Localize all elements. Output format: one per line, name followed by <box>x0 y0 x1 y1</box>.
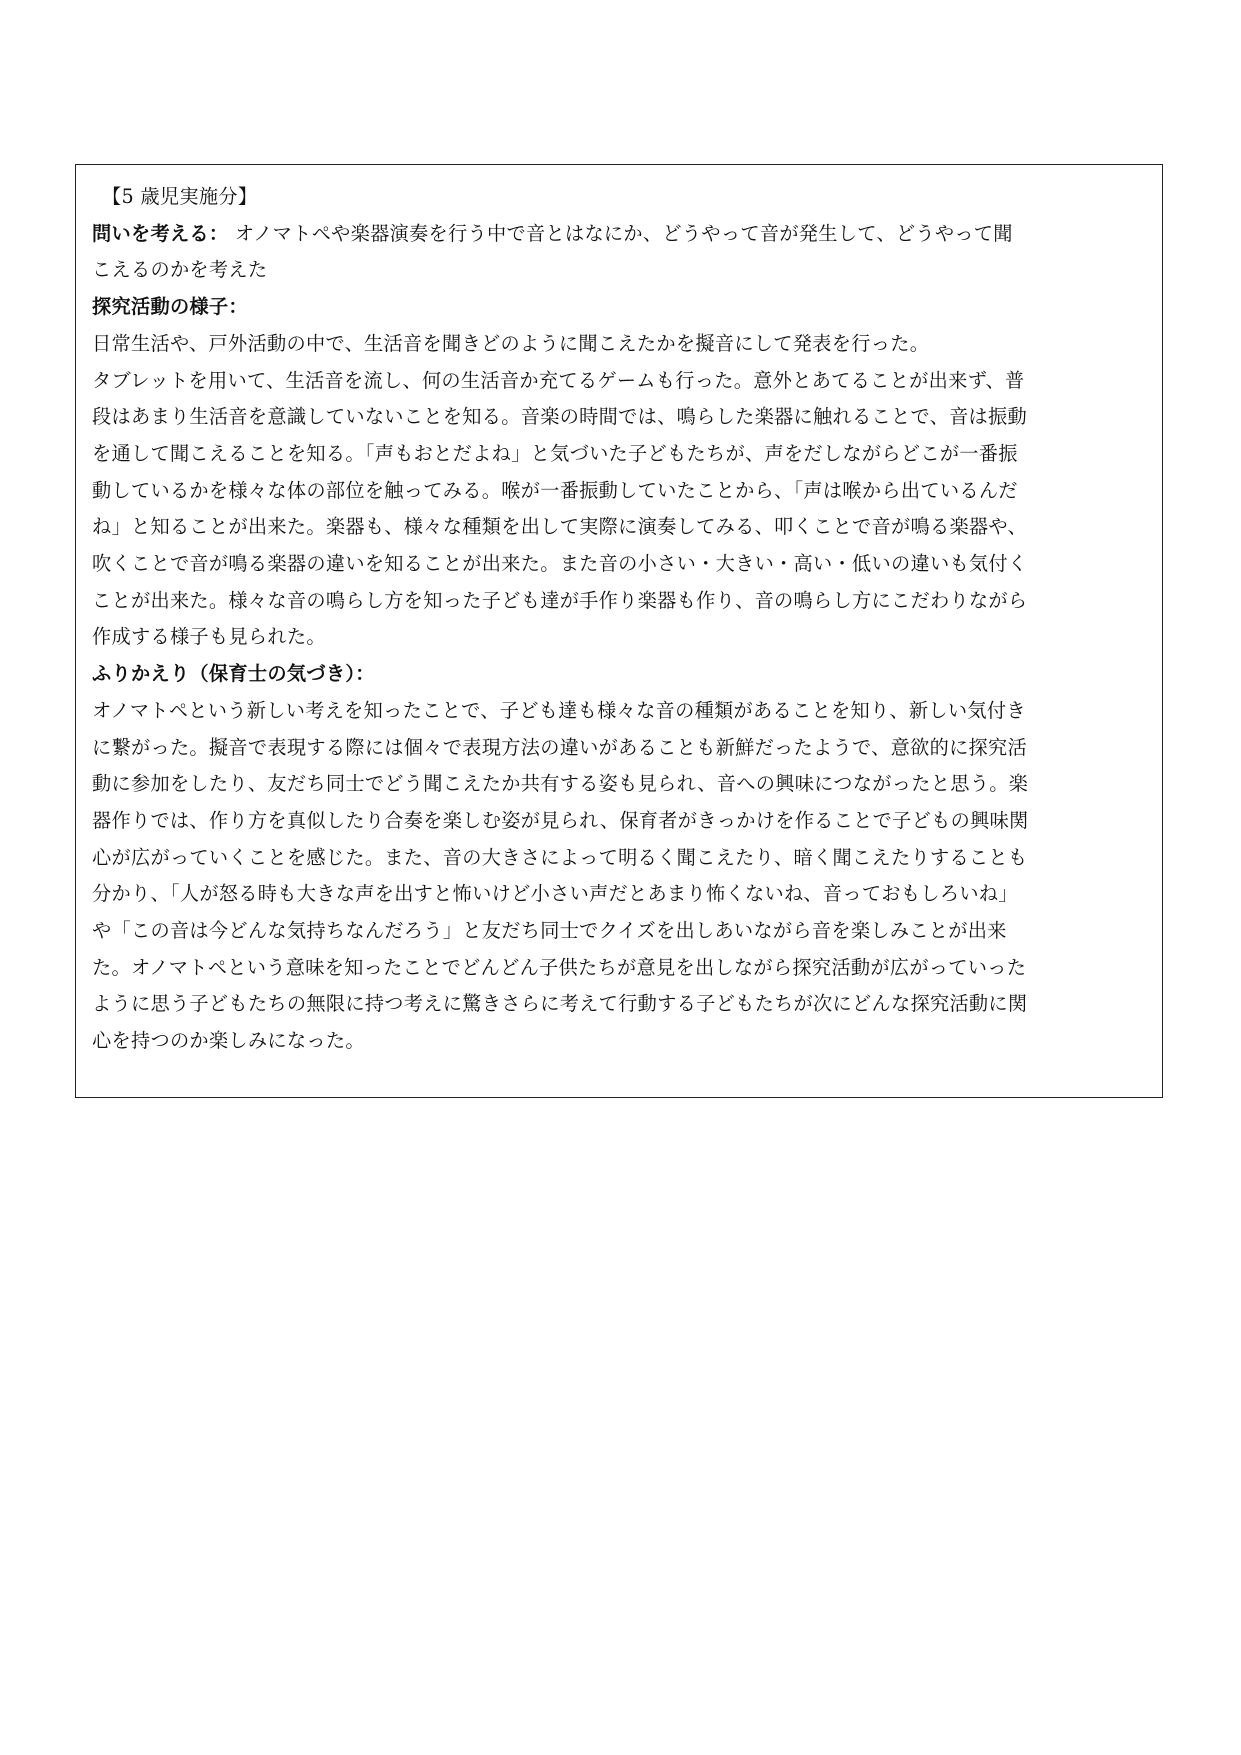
activity-text: タブレットを用いて、生活音を流し、何の生活音か充てるゲームも行った。意外とあてることが出来ず、普 <box>92 368 1025 392</box>
activity-text: 作成する様子も見られた。 <box>92 625 326 649</box>
section-title: 【5 歳児実施分】 <box>102 185 258 208</box>
reflection-text: ように思う子どもたちの無限に持つ考えに驚きさらに考えて行動する子どもたちが次にどんな探究活動に関 <box>92 992 1028 1016</box>
question-line <box>92 216 1148 253</box>
reflection-text: 心が広がっていくことを感じた。また、音の大きさによって明るく聞こえたり、暗く聞こえたりすることも <box>92 845 1028 869</box>
activity-text: 吹くことで音が鳴る楽器の違いを知ることが出来た。また音の小さい・大きい・高い・低いの違いも気付く <box>92 552 1028 576</box>
reflection-text: た。オノマトペという意味を知ったことでどんどん子供たちが意見を出しながら探究活動が広がっていった <box>92 955 1027 979</box>
reflection-text: に繋がった。擬音で表現する際には個々で表現方法の違いがあることも新鮮だったようで、意欲的に探究活 <box>92 735 1028 759</box>
reflection-text: 器作りでは、作り方を真似したり合奏を楽しむ姿が見られ、保育者がきっかけを作ることで子どもの興味関 <box>92 808 1029 832</box>
question-heading: 問いを考える： <box>92 221 229 245</box>
reflection-text: オノマトペという新しい考えを知ったことで、子ども達も様々な音の種類があることを知り、新しい気付き <box>92 698 1026 722</box>
question-text: こえるのかを考えた <box>92 258 268 282</box>
activity-text: 段はあまり生活音を意識していないことを知る。音楽の時間では、鳴らした楽器に触れることで、音は振動 <box>92 405 1028 429</box>
activity-text: ね」と知ることが出来た。楽器も、様々な種類を出して実際に演奏してみる、叩くことで音が鳴る楽器や、 <box>92 515 1028 539</box>
report-box <box>75 164 1163 1098</box>
question-text: オノマトペや楽器演奏を行う中で音とはなにか、どうやって音が発生して、どうやって聞 <box>228 221 1013 245</box>
activity-heading: 探究活動の様子： <box>92 295 248 319</box>
reflection-text: 心を持つのか楽しみになった。 <box>92 1029 365 1053</box>
activity-text: 動しているかを様々な体の部位を触ってみる。喉が一番振動していたことから、「声は喉から出ているんだ <box>92 478 1018 502</box>
reflection-heading: ふりかえり（保育士の気づき）： <box>92 662 375 686</box>
activity-text: 日常生活や、戸外活動の中で、生活音を聞きどのように聞こえたかを擬音にして発表を行った。 <box>92 331 930 355</box>
reflection-text: 動に参加をしたり、友だち同士でどう聞こえたか共有する姿も見られ、音への興味につながったと思う。楽 <box>92 772 1029 796</box>
reflection-text: 分かり、「人が怒る時も大きな声を出すと怖いけど小さい声だとあまり怖くないね、音っておもしろいね」 <box>92 882 1018 906</box>
activity-text: ことが出来た。様々な音の鳴らし方を知った子ども達が手作り楽器も作り、音の鳴らし方にこだわりながら <box>92 588 1028 612</box>
reflection-text: や「この音は今どんな気持ちなんだろう」と友だち同士でクイズを出しあいながら音を楽しみことが出来 <box>92 919 1007 943</box>
activity-text: を通して聞こえることを知る。「声もおとだよね」と気づいた子どもたちが、声をだしながらどこが一番振 <box>92 441 1018 465</box>
